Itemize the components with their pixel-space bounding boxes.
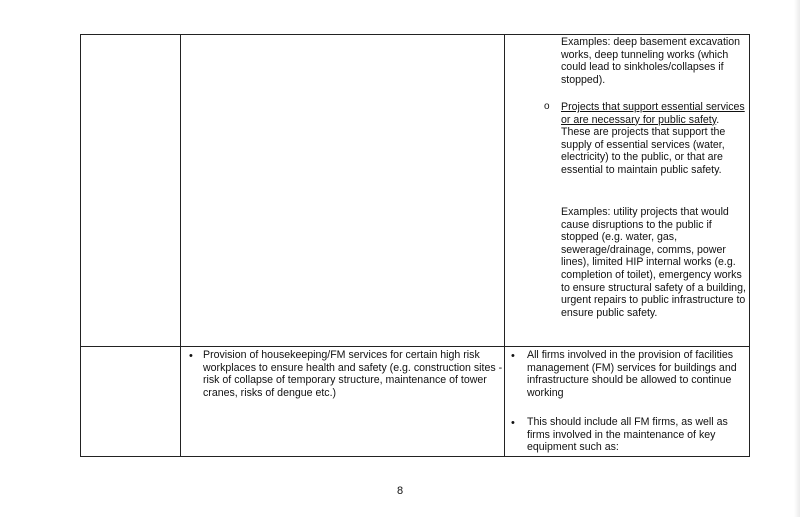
- sub-bullet-marker: o: [544, 101, 550, 112]
- page-number: 8: [396, 485, 404, 497]
- table-row: [81, 347, 750, 457]
- bullet-marker: •: [511, 417, 515, 429]
- fm-firms-include-text: This should include all FM firms, as well as firms involved in the maintenance of key equipment such as:: [527, 416, 728, 454]
- table-cell-activity: [181, 347, 505, 457]
- essential-services-heading: Projects that support essential services or are necessary for public safety: [561, 101, 745, 126]
- table-cell-details: [505, 347, 750, 457]
- table-row: [81, 35, 750, 347]
- examples-excavation-text: Examples: deep basement excavation works, deep tunneling works (which could lead to sinkholes/collapses if stopped).: [561, 36, 741, 86]
- examples-utility-text: Examples: utility projects that would cause disruptions to the public if stopped (e.g. water, gas, sewerage/drainage, comms, power lines), limited HIP internal works (e.g. completion of toilet), emergency works to ensure structural safety of a building, urgent repairs to public infrastructure to ensure public safety.: [561, 206, 746, 319]
- page-edge-shadow: [794, 0, 800, 517]
- table-cell-empty: [81, 35, 181, 347]
- guidelines-table: [80, 34, 750, 457]
- bullet-marker: •: [189, 350, 193, 362]
- essential-services-description: . These are projects that support the supply of essential services (water, electricity) to the public, or that are essential to maintain public safety.: [561, 113, 726, 176]
- fm-firms-allowed-text: All firms involved in the provision of facilities management (FM) services for buildings and infrastructure should be allowed to continue working: [527, 349, 737, 399]
- table-cell-empty: [81, 347, 181, 457]
- table-cell-empty: [181, 35, 505, 347]
- bullet-marker: •: [511, 350, 515, 362]
- essential-services-text: [561, 101, 747, 177]
- housekeeping-services-text: Provision of housekeeping/FM services for certain high risk workplaces to ensure health and safety (e.g. construction sites - risk of collapse of temporary structure, maintenance of tower cranes, risks of dengue etc.): [203, 349, 503, 399]
- table-cell-details: [505, 35, 750, 347]
